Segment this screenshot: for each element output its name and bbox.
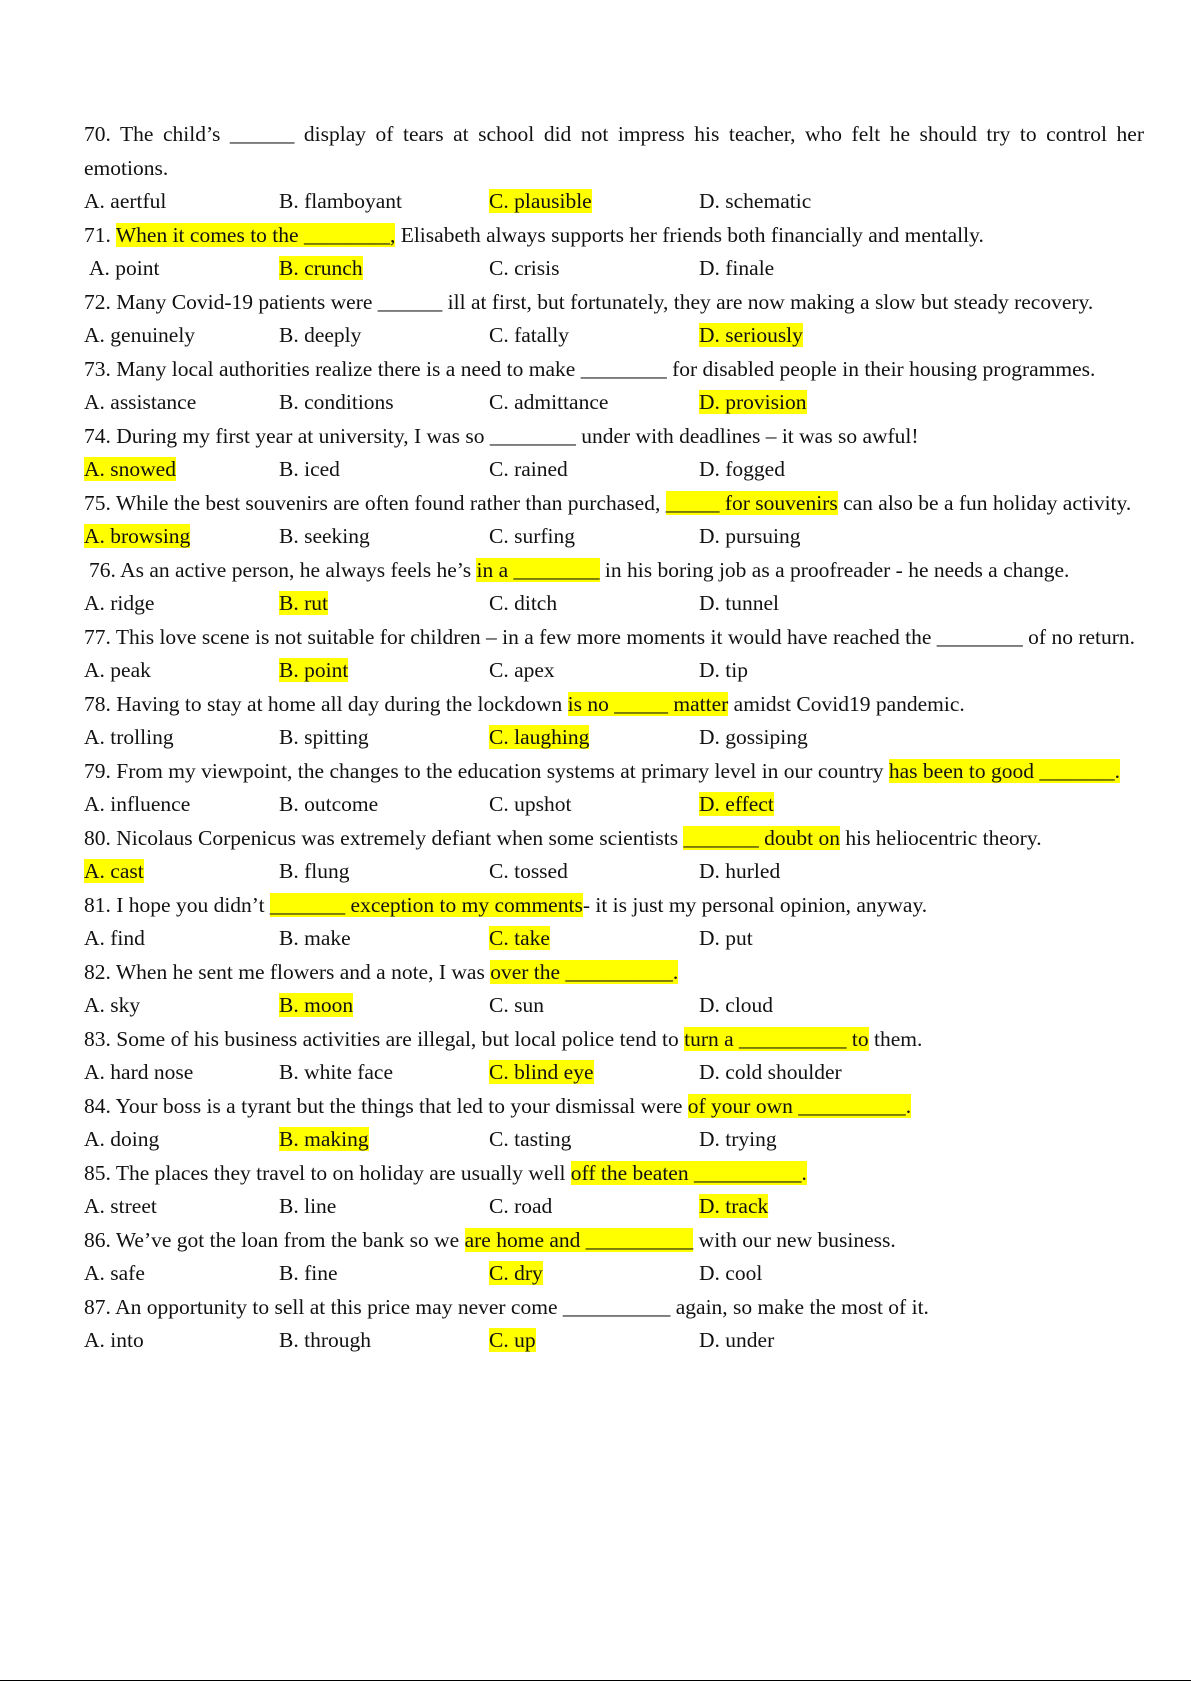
question-stem xyxy=(84,755,1144,789)
answer-option: C. tossed xyxy=(489,859,568,883)
answer-option: D. gossiping xyxy=(699,725,808,749)
question-block xyxy=(84,1157,1144,1224)
highlighted-phrase: has been to good _______. xyxy=(888,758,1120,783)
answer-option: B. fine xyxy=(279,1261,338,1285)
answer-option: D. hurled xyxy=(699,859,781,883)
option-cell xyxy=(84,252,279,286)
answer-option: D. cool xyxy=(699,1261,763,1285)
option-cell xyxy=(84,721,279,755)
question-stem xyxy=(84,487,1144,521)
answer-option: A. sky xyxy=(84,993,141,1017)
answer-option: A. street xyxy=(84,1194,157,1218)
option-cell xyxy=(489,1190,699,1224)
answer-option: D. cloud xyxy=(699,993,774,1017)
question-number: 74. xyxy=(84,423,111,448)
option-cell xyxy=(699,1056,842,1090)
question-number: 79. xyxy=(84,758,111,783)
option-cell xyxy=(279,922,489,956)
answer-option: A. ridge xyxy=(84,591,155,615)
answer-option: B. seeking xyxy=(279,524,370,548)
answer-option: D. put xyxy=(699,926,753,950)
option-cell xyxy=(489,453,699,487)
option-cell xyxy=(489,386,699,420)
option-cell xyxy=(279,386,489,420)
answer-option: C. apex xyxy=(489,658,555,682)
options-row xyxy=(84,1324,1144,1358)
option-cell xyxy=(489,788,699,822)
question-text: Many Covid-19 patients were ______ ill at first, but fortunately, they are now making a slow but steady recovery. xyxy=(110,289,1094,314)
question-stem xyxy=(84,621,1144,655)
option-cell xyxy=(84,1190,279,1224)
answer-option: B. spitting xyxy=(279,725,369,749)
question-block xyxy=(84,420,1144,487)
option-cell xyxy=(699,1190,768,1224)
question-text: Having to stay at home all day during the lockdown xyxy=(110,691,568,716)
answer-option: C. upshot xyxy=(489,792,572,816)
question-number: 72. xyxy=(84,289,111,314)
option-cell xyxy=(699,587,779,621)
answer-option-correct: D. seriously xyxy=(699,323,803,347)
question-block xyxy=(84,118,1144,219)
option-cell xyxy=(84,855,279,889)
option-cell xyxy=(489,319,699,353)
question-stem xyxy=(84,889,1144,923)
question-stem xyxy=(84,956,1144,990)
answer-option-correct: D. track xyxy=(699,1194,769,1218)
question-block xyxy=(84,956,1144,1023)
option-cell xyxy=(489,1056,699,1090)
question-text: Elisabeth always supports her friends both financially and mentally. xyxy=(395,222,984,247)
options-row xyxy=(84,922,1144,956)
answer-option: B. flung xyxy=(279,859,350,883)
option-cell xyxy=(84,922,279,956)
answer-option-correct: C. plausible xyxy=(489,189,592,213)
option-cell xyxy=(84,587,279,621)
answer-option: D. trying xyxy=(699,1127,777,1151)
answer-option: B. white face xyxy=(279,1060,394,1084)
option-cell xyxy=(699,386,807,420)
option-cell xyxy=(699,453,785,487)
question-text: This love scene is not suitable for children – in a few more moments it would have reached the ________ of no return. xyxy=(110,624,1136,649)
answer-option: A. trolling xyxy=(84,725,174,749)
option-cell xyxy=(699,654,748,688)
question-stem xyxy=(84,353,1144,387)
option-cell xyxy=(279,654,489,688)
highlighted-phrase: over the __________. xyxy=(490,959,679,984)
option-cell xyxy=(489,922,699,956)
options-row xyxy=(84,587,1144,621)
answer-option: B. iced xyxy=(279,457,340,481)
highlighted-phrase: _______ doubt on xyxy=(683,825,840,850)
options-row xyxy=(84,1257,1144,1291)
answer-option: C. admittance xyxy=(489,390,609,414)
option-cell xyxy=(699,1324,774,1358)
answer-option: D. schematic xyxy=(699,189,812,213)
question-block xyxy=(84,621,1144,688)
answer-option: B. make xyxy=(279,926,351,950)
option-cell xyxy=(489,721,699,755)
option-cell xyxy=(489,1324,699,1358)
answer-option-correct: B. rut xyxy=(279,591,328,615)
answer-option-correct: A. browsing xyxy=(84,524,191,548)
option-cell xyxy=(84,386,279,420)
option-cell xyxy=(279,520,489,554)
question-block xyxy=(84,487,1144,554)
answer-option: A. find xyxy=(84,926,145,950)
highlighted-phrase: are home and __________ xyxy=(464,1227,694,1252)
question-text: - it is just my personal opinion, anyway. xyxy=(582,892,928,917)
option-cell xyxy=(84,1324,279,1358)
options-row xyxy=(84,654,1144,688)
question-block xyxy=(84,554,1144,621)
question-stem xyxy=(84,286,1144,320)
options-row xyxy=(84,453,1144,487)
question-block xyxy=(84,755,1144,822)
option-cell xyxy=(489,654,699,688)
question-number: 70. xyxy=(84,122,111,146)
option-cell xyxy=(279,989,489,1023)
answer-option-correct: C. take xyxy=(489,926,550,950)
answer-option: B. deeply xyxy=(279,323,362,347)
question-text: amidst Covid19 pandemic. xyxy=(728,691,965,716)
question-text: As an active person, he always feels he’s xyxy=(115,557,477,582)
question-number: 77. xyxy=(84,624,111,649)
question-text: can also be a fun holiday activity. xyxy=(837,490,1132,515)
option-cell xyxy=(489,185,699,219)
highlighted-phrase: in a ________ xyxy=(476,557,600,582)
options-row xyxy=(84,252,1144,286)
question-number: 83. xyxy=(84,1026,111,1051)
highlighted-phrase: When it comes to the ________, xyxy=(115,222,396,247)
option-cell xyxy=(279,185,489,219)
option-cell xyxy=(84,1123,279,1157)
answer-option: A. into xyxy=(84,1328,144,1352)
option-cell xyxy=(84,520,279,554)
question-stem xyxy=(84,1224,1144,1258)
option-cell xyxy=(279,1123,489,1157)
answer-option-correct: A. cast xyxy=(84,859,144,883)
option-cell xyxy=(84,1056,279,1090)
option-cell xyxy=(279,319,489,353)
option-cell xyxy=(699,855,780,889)
question-text: Many local authorities realize there is a need to make ________ for disabled people in their housing programmes. xyxy=(110,356,1096,381)
question-block xyxy=(84,1090,1144,1157)
option-cell xyxy=(489,855,699,889)
answer-option: B. outcome xyxy=(279,792,379,816)
question-text: Nicolaus Corpenicus was extremely defiant when some scientists xyxy=(110,825,684,850)
option-cell xyxy=(279,1190,489,1224)
question-text: Your boss is a tyrant but the things that led to your dismissal were xyxy=(110,1093,688,1118)
question-block xyxy=(84,889,1144,956)
options-row xyxy=(84,1056,1144,1090)
question-number: 84. xyxy=(84,1093,111,1118)
options-row xyxy=(84,788,1144,822)
option-cell xyxy=(279,1257,489,1291)
answer-option: D. finale xyxy=(699,256,775,280)
option-cell xyxy=(489,1123,699,1157)
question-text: The child’s ______ display of tears at school did not impress his teacher, who felt he should try to control her emotions. xyxy=(84,122,1144,180)
option-cell xyxy=(489,520,699,554)
answer-option: B. through xyxy=(279,1328,371,1352)
question-text: While the best souvenirs are often found rather than purchased, xyxy=(110,490,666,515)
answer-option-correct: C. blind eye xyxy=(489,1060,594,1084)
answer-option-correct: C. up xyxy=(489,1328,536,1352)
question-number: 75. xyxy=(84,490,111,515)
option-cell xyxy=(279,721,489,755)
options-row xyxy=(84,855,1144,889)
option-cell xyxy=(699,252,774,286)
options-row xyxy=(84,185,1144,219)
option-cell xyxy=(279,788,489,822)
answer-option: A. peak xyxy=(84,658,151,682)
question-stem xyxy=(84,822,1144,856)
answer-option: C. tasting xyxy=(489,1127,572,1151)
answer-option: A. assistance xyxy=(84,390,197,414)
question-block xyxy=(84,1291,1144,1358)
answer-option-correct: C. laughing xyxy=(489,725,590,749)
question-number: 82. xyxy=(84,959,111,984)
answer-option-correct: D. provision xyxy=(699,390,807,414)
options-row xyxy=(84,721,1144,755)
answer-option: C. surfing xyxy=(489,524,575,548)
option-cell xyxy=(84,453,279,487)
answer-option: C. fatally xyxy=(489,323,570,347)
option-cell xyxy=(84,788,279,822)
answer-option-correct: D. effect xyxy=(699,792,774,816)
answer-option-correct: B. making xyxy=(279,1127,369,1151)
question-text: We’ve got the loan from the bank so we xyxy=(110,1227,465,1252)
options-row xyxy=(84,1123,1144,1157)
option-cell xyxy=(489,989,699,1023)
option-cell xyxy=(699,989,773,1023)
highlighted-phrase: _____ for souvenirs xyxy=(665,490,838,515)
option-cell xyxy=(279,1056,489,1090)
question-block xyxy=(84,353,1144,420)
option-cell xyxy=(84,185,279,219)
question-number: 81. xyxy=(84,892,111,917)
question-block xyxy=(84,1023,1144,1090)
question-stem xyxy=(84,118,1144,185)
options-row xyxy=(84,989,1144,1023)
option-cell xyxy=(699,721,808,755)
question-stem xyxy=(84,1157,1144,1191)
option-cell xyxy=(279,587,489,621)
option-cell xyxy=(279,453,489,487)
answer-option: B. flamboyant xyxy=(279,189,403,213)
question-text: in his boring job as a proofreader - he needs a change. xyxy=(599,557,1070,582)
answer-option: D. fogged xyxy=(699,457,785,481)
question-number: 73. xyxy=(84,356,111,381)
question-number: 86. xyxy=(84,1227,111,1252)
question-number: 87. xyxy=(84,1294,111,1319)
option-cell xyxy=(489,587,699,621)
options-row xyxy=(84,319,1144,353)
question-block xyxy=(84,219,1144,286)
answer-option: A. doing xyxy=(84,1127,160,1151)
question-stem xyxy=(84,219,1144,253)
options-row xyxy=(84,520,1144,554)
answer-option: C. road xyxy=(489,1194,553,1218)
question-stem xyxy=(84,1023,1144,1057)
question-number: 80. xyxy=(84,825,111,850)
question-text: his heliocentric theory. xyxy=(839,825,1042,850)
question-text: During my first year at university, I was so ________ under with deadlines – it was so awful! xyxy=(110,423,919,448)
answer-option: A. hard nose xyxy=(84,1060,194,1084)
answer-option: D. pursuing xyxy=(699,524,801,548)
question-text: From my viewpoint, the changes to the education systems at primary level in our country xyxy=(110,758,889,783)
option-cell xyxy=(84,319,279,353)
question-text: I hope you didn’t xyxy=(110,892,270,917)
answer-option-correct: B. moon xyxy=(279,993,354,1017)
question-number: 76. xyxy=(89,557,116,582)
option-cell xyxy=(699,319,803,353)
answer-option: A. influence xyxy=(84,792,191,816)
question-text: them. xyxy=(868,1026,923,1051)
document-page xyxy=(84,118,1144,1358)
question-text: When he sent me flowers and a note, I was xyxy=(110,959,491,984)
option-cell xyxy=(699,185,811,219)
options-row xyxy=(84,386,1144,420)
answer-option: D. under xyxy=(699,1328,775,1352)
answer-option: C. crisis xyxy=(489,256,560,280)
option-cell xyxy=(699,1123,777,1157)
question-text: An opportunity to sell at this price may never come __________ again, so make the most of it. xyxy=(110,1294,929,1319)
option-cell xyxy=(699,1257,762,1291)
option-cell xyxy=(279,1324,489,1358)
answer-option: A. genuinely xyxy=(84,323,196,347)
answer-option: D. cold shoulder xyxy=(699,1060,842,1084)
footer-rule xyxy=(0,1680,1191,1681)
question-stem xyxy=(84,554,1144,588)
question-text: Some of his business activities are illegal, but local police tend to xyxy=(110,1026,685,1051)
answer-option-correct: A. snowed xyxy=(84,457,176,481)
option-cell xyxy=(489,252,699,286)
options-row xyxy=(84,1190,1144,1224)
question-stem xyxy=(84,688,1144,722)
question-block xyxy=(84,688,1144,755)
option-cell xyxy=(279,252,489,286)
question-block xyxy=(84,1224,1144,1291)
highlighted-phrase: turn a __________ to xyxy=(684,1026,869,1051)
option-cell xyxy=(699,788,774,822)
option-cell xyxy=(84,1257,279,1291)
question-number: 85. xyxy=(84,1160,111,1185)
answer-option: D. tunnel xyxy=(699,591,780,615)
answer-option: C. sun xyxy=(489,993,544,1017)
question-block xyxy=(84,286,1144,353)
answer-option: A. point xyxy=(89,256,160,280)
question-text: with our new business. xyxy=(693,1227,896,1252)
option-cell xyxy=(84,989,279,1023)
question-stem xyxy=(84,1291,1144,1325)
answer-option: A. safe xyxy=(84,1261,145,1285)
question-text: The places they travel to on holiday are usually well xyxy=(110,1160,571,1185)
option-cell xyxy=(279,855,489,889)
question-stem xyxy=(84,420,1144,454)
question-number: 78. xyxy=(84,691,111,716)
answer-option-correct: B. crunch xyxy=(279,256,363,280)
answer-option-correct: C. dry xyxy=(489,1261,543,1285)
option-cell xyxy=(84,654,279,688)
answer-option: B. line xyxy=(279,1194,337,1218)
highlighted-phrase: of your own __________. xyxy=(687,1093,912,1118)
answer-option: D. tip xyxy=(699,658,748,682)
answer-option: C. ditch xyxy=(489,591,558,615)
question-number: 71. xyxy=(84,222,111,247)
highlighted-phrase: is no _____ matter xyxy=(567,691,729,716)
highlighted-phrase: _______ exception to my comments xyxy=(269,892,583,917)
option-cell xyxy=(699,520,801,554)
answer-option: A. aertful xyxy=(84,189,167,213)
answer-option-correct: B. point xyxy=(279,658,349,682)
option-cell xyxy=(699,922,753,956)
answer-option: C. rained xyxy=(489,457,568,481)
highlighted-phrase: off the beaten __________. xyxy=(570,1160,807,1185)
question-block xyxy=(84,822,1144,889)
answer-option: B. conditions xyxy=(279,390,394,414)
question-stem xyxy=(84,1090,1144,1124)
option-cell xyxy=(489,1257,699,1291)
